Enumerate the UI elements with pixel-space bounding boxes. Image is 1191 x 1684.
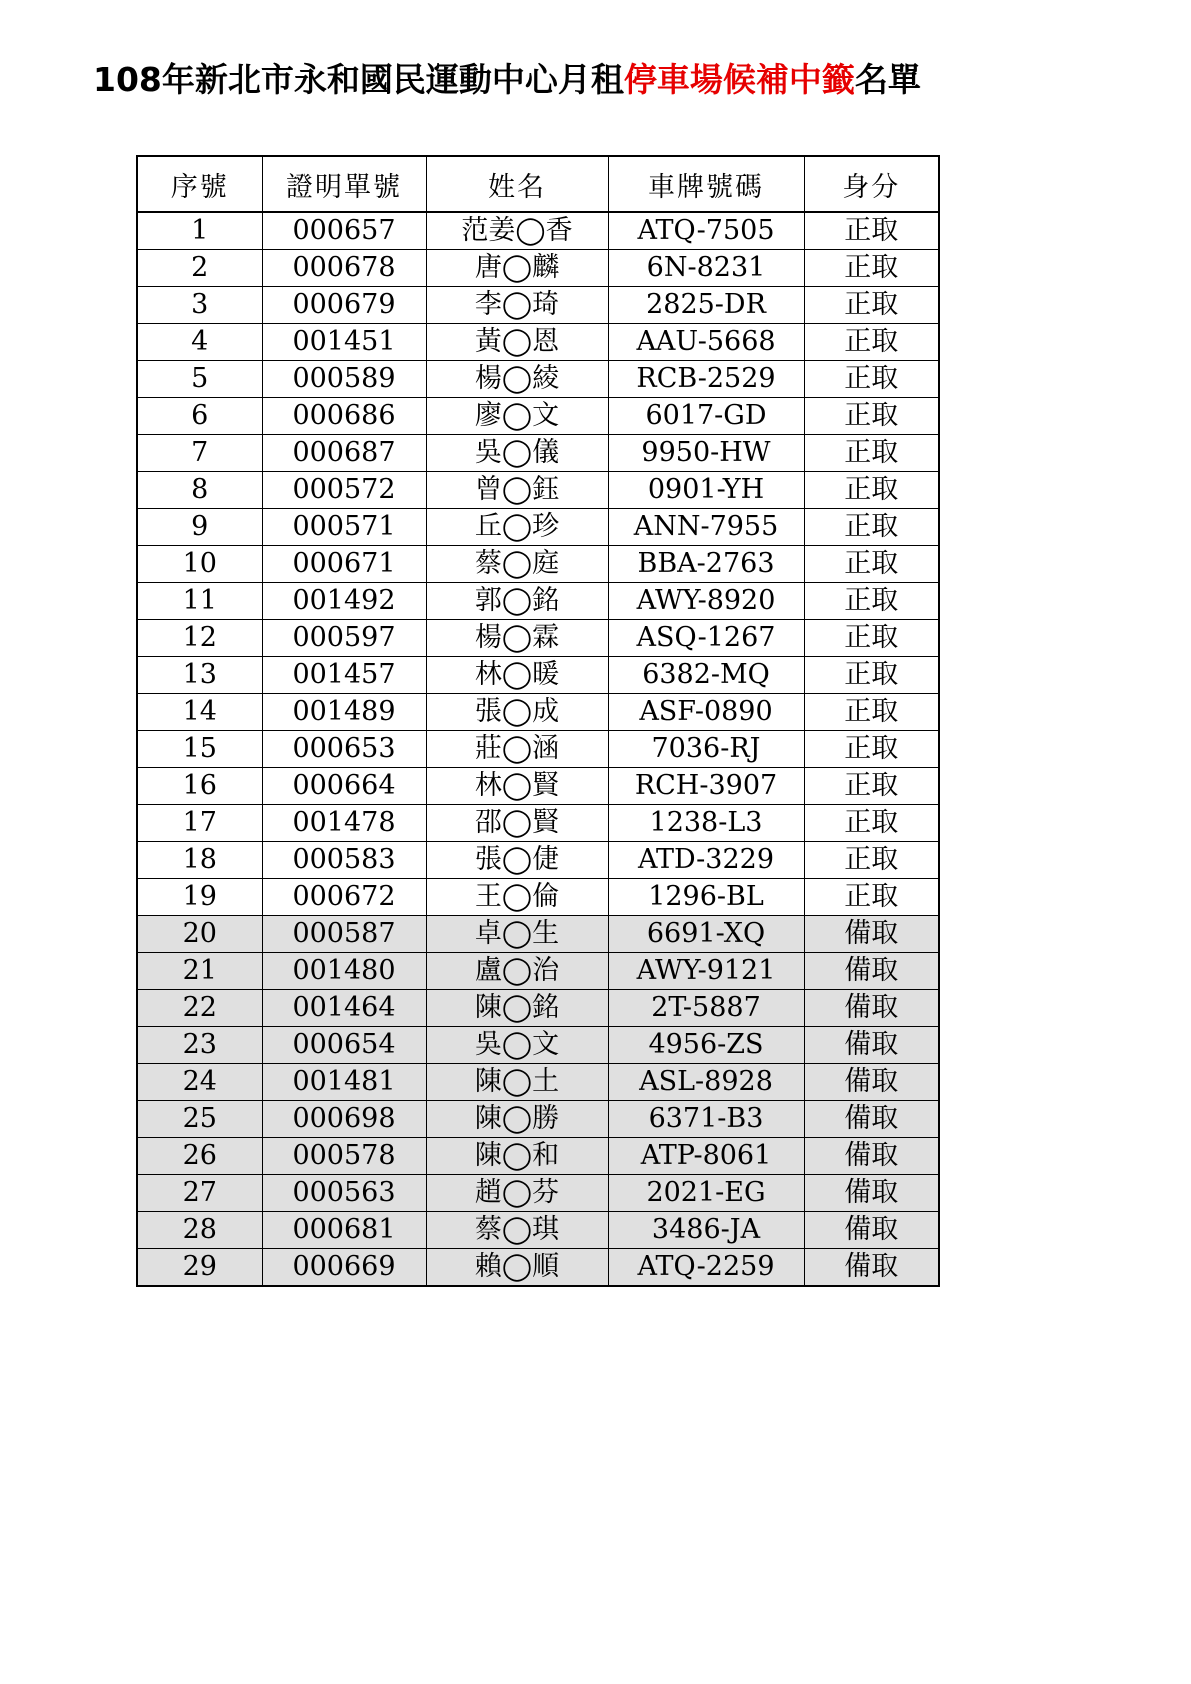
cell-name: 莊◯涵 bbox=[426, 731, 608, 768]
cell-name: 賴◯順 bbox=[426, 1249, 608, 1287]
table-row bbox=[137, 657, 939, 694]
cell-cert-number: 001480 bbox=[262, 953, 426, 990]
cell-status: 備取 bbox=[804, 953, 939, 990]
cell-plate: BBA-2763 bbox=[608, 546, 804, 583]
cell-name: 范姜◯香 bbox=[426, 212, 608, 250]
table-row bbox=[137, 916, 939, 953]
cell-seq: 7 bbox=[137, 435, 262, 472]
header-name: 姓名 bbox=[426, 156, 608, 212]
cell-cert-number: 001457 bbox=[262, 657, 426, 694]
table-row bbox=[137, 1101, 939, 1138]
cell-status: 正取 bbox=[804, 657, 939, 694]
cell-name: 陳◯土 bbox=[426, 1064, 608, 1101]
table-row bbox=[137, 990, 939, 1027]
cell-plate: 2T-5887 bbox=[608, 990, 804, 1027]
cell-seq: 8 bbox=[137, 472, 262, 509]
cell-plate: 0901-YH bbox=[608, 472, 804, 509]
table-row bbox=[137, 546, 939, 583]
cell-name: 林◯賢 bbox=[426, 768, 608, 805]
cell-cert-number: 001489 bbox=[262, 694, 426, 731]
cell-status: 備取 bbox=[804, 1027, 939, 1064]
cell-seq: 29 bbox=[137, 1249, 262, 1287]
cell-plate: RCB-2529 bbox=[608, 361, 804, 398]
cell-status: 正取 bbox=[804, 398, 939, 435]
cell-name: 張◯倢 bbox=[426, 842, 608, 879]
cell-status: 正取 bbox=[804, 509, 939, 546]
cell-seq: 25 bbox=[137, 1101, 262, 1138]
cell-plate: ATQ-2259 bbox=[608, 1249, 804, 1287]
cell-status: 正取 bbox=[804, 620, 939, 657]
cell-name: 盧◯治 bbox=[426, 953, 608, 990]
cell-seq: 6 bbox=[137, 398, 262, 435]
table-row bbox=[137, 287, 939, 324]
cell-name: 楊◯綾 bbox=[426, 361, 608, 398]
cell-status: 正取 bbox=[804, 583, 939, 620]
cell-status: 正取 bbox=[804, 694, 939, 731]
table-row bbox=[137, 805, 939, 842]
table-row bbox=[137, 694, 939, 731]
cell-status: 備取 bbox=[804, 1212, 939, 1249]
cell-seq: 22 bbox=[137, 990, 262, 1027]
cell-name: 吳◯文 bbox=[426, 1027, 608, 1064]
cell-seq: 26 bbox=[137, 1138, 262, 1175]
cell-plate: ASF-0890 bbox=[608, 694, 804, 731]
cell-plate: ASL-8928 bbox=[608, 1064, 804, 1101]
cell-plate: 6382-MQ bbox=[608, 657, 804, 694]
cell-cert-number: 001478 bbox=[262, 805, 426, 842]
cell-plate: 4956-ZS bbox=[608, 1027, 804, 1064]
cell-status: 正取 bbox=[804, 324, 939, 361]
table-row bbox=[137, 879, 939, 916]
title-prefix: 108年新北市永和國民運動中心月租 bbox=[93, 60, 624, 99]
cell-seq: 1 bbox=[137, 212, 262, 250]
cell-status: 正取 bbox=[804, 731, 939, 768]
cell-name: 廖◯文 bbox=[426, 398, 608, 435]
cell-cert-number: 000698 bbox=[262, 1101, 426, 1138]
cell-name: 黃◯恩 bbox=[426, 324, 608, 361]
cell-cert-number: 000597 bbox=[262, 620, 426, 657]
cell-status: 正取 bbox=[804, 805, 939, 842]
cell-status: 備取 bbox=[804, 1064, 939, 1101]
cell-cert-number: 001481 bbox=[262, 1064, 426, 1101]
title-suffix: 名單 bbox=[854, 60, 921, 99]
cell-status: 正取 bbox=[804, 879, 939, 916]
cell-seq: 5 bbox=[137, 361, 262, 398]
cell-seq: 19 bbox=[137, 879, 262, 916]
header-status: 身分 bbox=[804, 156, 939, 212]
cell-name: 唐◯麟 bbox=[426, 250, 608, 287]
cell-plate: ANN-7955 bbox=[608, 509, 804, 546]
cell-name: 郭◯銘 bbox=[426, 583, 608, 620]
cell-seq: 4 bbox=[137, 324, 262, 361]
cell-cert-number: 000571 bbox=[262, 509, 426, 546]
cell-plate: RCH-3907 bbox=[608, 768, 804, 805]
header-cert-number: 證明單號 bbox=[262, 156, 426, 212]
header-seq: 序號 bbox=[137, 156, 262, 212]
cell-name: 王◯倫 bbox=[426, 879, 608, 916]
cell-cert-number: 001451 bbox=[262, 324, 426, 361]
cell-seq: 11 bbox=[137, 583, 262, 620]
table-row bbox=[137, 1027, 939, 1064]
cell-name: 陳◯銘 bbox=[426, 990, 608, 1027]
cell-plate: AWY-9121 bbox=[608, 953, 804, 990]
cell-status: 正取 bbox=[804, 842, 939, 879]
table-row bbox=[137, 472, 939, 509]
table-row bbox=[137, 250, 939, 287]
header-row bbox=[137, 156, 939, 212]
cell-seq: 21 bbox=[137, 953, 262, 990]
cell-status: 正取 bbox=[804, 472, 939, 509]
cell-seq: 28 bbox=[137, 1212, 262, 1249]
cell-cert-number: 000687 bbox=[262, 435, 426, 472]
cell-plate: 2021-EG bbox=[608, 1175, 804, 1212]
table-body bbox=[137, 212, 939, 1286]
cell-status: 備取 bbox=[804, 1101, 939, 1138]
cell-name: 張◯成 bbox=[426, 694, 608, 731]
cell-name: 吳◯儀 bbox=[426, 435, 608, 472]
parking-list-table bbox=[136, 155, 940, 1287]
cell-cert-number: 001464 bbox=[262, 990, 426, 1027]
table-row bbox=[137, 1249, 939, 1287]
table-row bbox=[137, 361, 939, 398]
cell-seq: 24 bbox=[137, 1064, 262, 1101]
cell-plate: ATQ-7505 bbox=[608, 212, 804, 250]
cell-name: 邵◯賢 bbox=[426, 805, 608, 842]
cell-status: 正取 bbox=[804, 212, 939, 250]
cell-cert-number: 000563 bbox=[262, 1175, 426, 1212]
table-row bbox=[137, 768, 939, 805]
cell-seq: 3 bbox=[137, 287, 262, 324]
table-header bbox=[137, 156, 939, 212]
cell-status: 正取 bbox=[804, 250, 939, 287]
cell-cert-number: 000654 bbox=[262, 1027, 426, 1064]
cell-name: 丘◯珍 bbox=[426, 509, 608, 546]
cell-seq: 2 bbox=[137, 250, 262, 287]
cell-plate: 7036-RJ bbox=[608, 731, 804, 768]
cell-plate: 3486-JA bbox=[608, 1212, 804, 1249]
cell-name: 曾◯鈺 bbox=[426, 472, 608, 509]
cell-status: 正取 bbox=[804, 287, 939, 324]
cell-seq: 18 bbox=[137, 842, 262, 879]
table-row bbox=[137, 212, 939, 250]
cell-plate: ATD-3229 bbox=[608, 842, 804, 879]
table-row bbox=[137, 842, 939, 879]
cell-plate: AAU-5668 bbox=[608, 324, 804, 361]
cell-seq: 27 bbox=[137, 1175, 262, 1212]
cell-cert-number: 000669 bbox=[262, 1249, 426, 1287]
cell-seq: 13 bbox=[137, 657, 262, 694]
cell-seq: 12 bbox=[137, 620, 262, 657]
cell-cert-number: 000587 bbox=[262, 916, 426, 953]
cell-plate: 2825-DR bbox=[608, 287, 804, 324]
cell-status: 備取 bbox=[804, 1249, 939, 1287]
cell-plate: 1238-L3 bbox=[608, 805, 804, 842]
table-row bbox=[137, 1175, 939, 1212]
table-row bbox=[137, 583, 939, 620]
table-row bbox=[137, 324, 939, 361]
table-row bbox=[137, 398, 939, 435]
page-title bbox=[93, 58, 921, 102]
cell-plate: 6691-XQ bbox=[608, 916, 804, 953]
cell-cert-number: 000657 bbox=[262, 212, 426, 250]
cell-cert-number: 000672 bbox=[262, 879, 426, 916]
table-row bbox=[137, 1064, 939, 1101]
cell-status: 正取 bbox=[804, 768, 939, 805]
cell-cert-number: 000678 bbox=[262, 250, 426, 287]
cell-cert-number: 000686 bbox=[262, 398, 426, 435]
cell-cert-number: 000653 bbox=[262, 731, 426, 768]
cell-name: 蔡◯庭 bbox=[426, 546, 608, 583]
table-row bbox=[137, 1212, 939, 1249]
cell-name: 趙◯芬 bbox=[426, 1175, 608, 1212]
cell-cert-number: 000679 bbox=[262, 287, 426, 324]
cell-seq: 17 bbox=[137, 805, 262, 842]
table-row bbox=[137, 620, 939, 657]
cell-name: 李◯琦 bbox=[426, 287, 608, 324]
cell-status: 備取 bbox=[804, 990, 939, 1027]
cell-plate: 6N-8231 bbox=[608, 250, 804, 287]
cell-seq: 9 bbox=[137, 509, 262, 546]
cell-plate: 9950-HW bbox=[608, 435, 804, 472]
cell-plate: 1296-BL bbox=[608, 879, 804, 916]
cell-cert-number: 000583 bbox=[262, 842, 426, 879]
cell-name: 陳◯和 bbox=[426, 1138, 608, 1175]
table-row bbox=[137, 953, 939, 990]
cell-cert-number: 000578 bbox=[262, 1138, 426, 1175]
cell-cert-number: 000589 bbox=[262, 361, 426, 398]
cell-seq: 15 bbox=[137, 731, 262, 768]
cell-plate: AWY-8920 bbox=[608, 583, 804, 620]
cell-status: 正取 bbox=[804, 546, 939, 583]
cell-name: 陳◯勝 bbox=[426, 1101, 608, 1138]
table-row bbox=[137, 509, 939, 546]
header-plate: 車牌號碼 bbox=[608, 156, 804, 212]
cell-seq: 10 bbox=[137, 546, 262, 583]
cell-cert-number: 001492 bbox=[262, 583, 426, 620]
cell-cert-number: 000572 bbox=[262, 472, 426, 509]
cell-status: 備取 bbox=[804, 1138, 939, 1175]
cell-cert-number: 000664 bbox=[262, 768, 426, 805]
cell-seq: 16 bbox=[137, 768, 262, 805]
cell-cert-number: 000681 bbox=[262, 1212, 426, 1249]
cell-status: 正取 bbox=[804, 435, 939, 472]
cell-name: 林◯暖 bbox=[426, 657, 608, 694]
cell-plate: 6371-B3 bbox=[608, 1101, 804, 1138]
cell-plate: ASQ-1267 bbox=[608, 620, 804, 657]
cell-status: 正取 bbox=[804, 361, 939, 398]
cell-seq: 20 bbox=[137, 916, 262, 953]
cell-seq: 23 bbox=[137, 1027, 262, 1064]
cell-cert-number: 000671 bbox=[262, 546, 426, 583]
table-row bbox=[137, 731, 939, 768]
cell-plate: ATP-8061 bbox=[608, 1138, 804, 1175]
table-row bbox=[137, 435, 939, 472]
cell-plate: 6017-GD bbox=[608, 398, 804, 435]
cell-name: 蔡◯琪 bbox=[426, 1212, 608, 1249]
cell-status: 備取 bbox=[804, 1175, 939, 1212]
table-row bbox=[137, 1138, 939, 1175]
cell-name: 卓◯生 bbox=[426, 916, 608, 953]
cell-status: 備取 bbox=[804, 916, 939, 953]
cell-name: 楊◯霖 bbox=[426, 620, 608, 657]
cell-seq: 14 bbox=[137, 694, 262, 731]
title-highlight: 停車場候補中籤 bbox=[623, 60, 855, 99]
